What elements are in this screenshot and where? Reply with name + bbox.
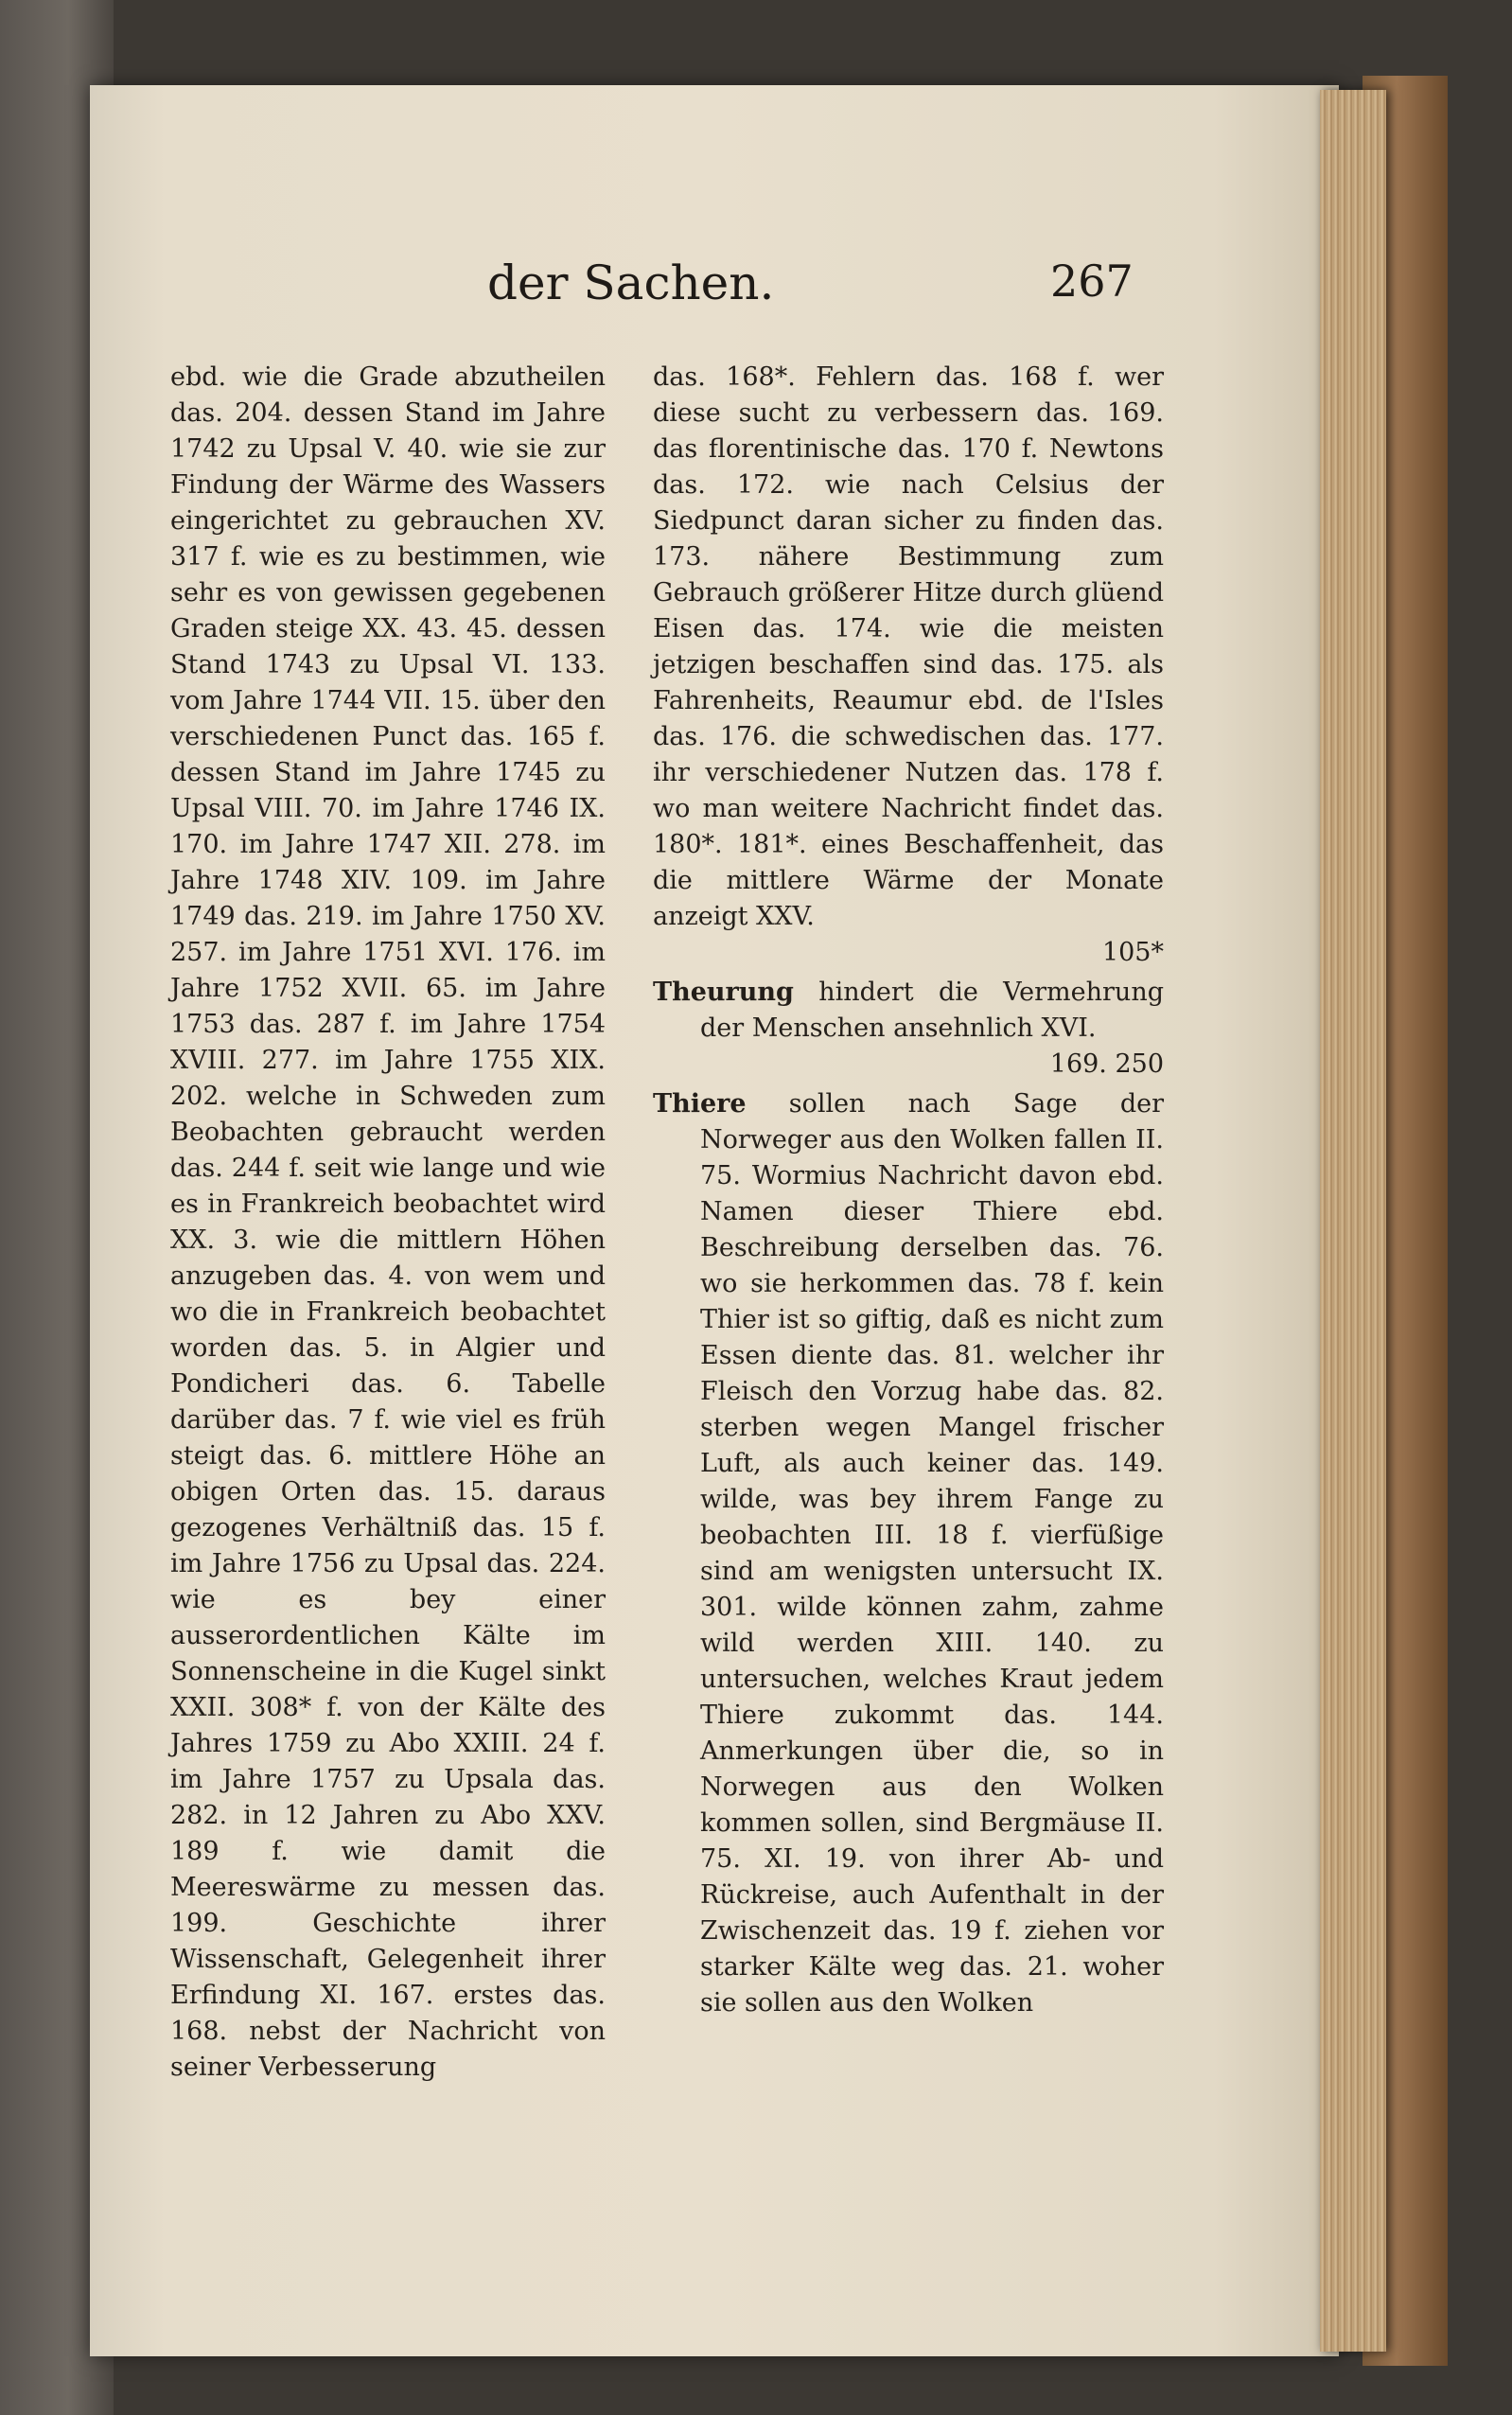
entry-headword: Thiere bbox=[653, 1089, 747, 1119]
entry-text: hindert die Vermehrung der Menschen ansehnlich XVI. bbox=[700, 978, 1164, 1043]
entry-text: das. 168*. Fehlern das. 168 f. wer diese sucht zu verbessern das. 169. das florentinische das. 170 f. Newtons das. 172. wie nach Celsius der Siedpunct daran sicher zu finden das. 173. nähere Bestimmung zum Gebrauch größerer Hitze durch glüend Eisen das. 174. wie die meisten jetzigen beschaffen sind das. 175. als Fahrenheits, Reaumur ebd. de l'Isles das. 176. die schwedischen das. 177. ihr verschiedener Nutzen das. 178 f. wo man weitere Nachricht findet das. 180*. 181*. eines Beschaffenheit, das die mittlere Wärme der Monate anzeigt XXV. bbox=[653, 362, 1164, 931]
running-head: der Sachen. bbox=[487, 256, 775, 310]
page-block-edge bbox=[1320, 90, 1386, 2352]
right-column bbox=[653, 360, 1164, 2025]
page-number: 267 bbox=[1050, 256, 1134, 307]
index-entry bbox=[653, 1086, 1164, 2021]
index-entry bbox=[653, 975, 1164, 1083]
index-entry-continuation bbox=[653, 360, 1164, 971]
entry-trail: 105* bbox=[1101, 938, 1164, 967]
page-header bbox=[90, 256, 1339, 331]
left-column bbox=[170, 360, 606, 2089]
entry-headword: Theurung bbox=[653, 978, 794, 1007]
index-entry-continuation: ebd. wie die Grade abzutheilen das. 204. dessen Stand im Jahre 1742 zu Upsal V. 40. wie sie zur Findung der Wärme des Wassers eingerichtet zu gebrauchen XV. 317 f. wie es zu bestimmen, wie sehr es von gewissen gegebenen Graden steige XX. 43. 45. dessen Stand 1743 zu Upsal VI. 133. vom Jahre 1744 VII. 15. über den verschiedenen Punct das. 165 f. dessen Stand im Jahre 1745 zu Upsal VIII. 70. im Jahre 1746 IX. 170. im Jahre 1747 XII. 278. im Jahre 1748 XIV. 109. im Jahre 1749 das. 219. im Jahre 1750 XV. 257. im Jahre 1751 XVI. 176. im Jahre 1752 XVII. 65. im Jahre 1753 das. 287 f. im Jahre 1754 XVIII. 277. im Jahre 1755 XIX. 202. welche in Schweden zum Beobachten gebraucht werden das. 244 f. seit wie lange und wie es in Frankreich beobachtet wird XX. 3. wie die mittlern Höhen anzugeben das. 4. von wem und wo die in Frankreich beobachtet worden das. 5. in Algier und Pondicheri das. 6. Tabelle darüber das. 7 f. wie viel es früh steigt das. 6. mittlere Höhe an obigen Orten das. 15. daraus gezogenes Verhältniß das. 15 f. im Jahre 1756 zu Upsal das. 224. wie es bey einer ausserordentlichen Kälte im Sonnenscheine in die Kugel sinkt XXII. 308* f. von der Kälte des Jahres 1759 zu Abo XXIII. 24 f. im Jahre 1757 zu Upsala das. 282. in 12 Jahren zu Abo XXV. 189 f. wie damit die Meereswärme zu messen das. 199. Geschichte ihrer Wissenschaft, Gelegenheit ihrer Erfindung XI. 167. erstes das. 168. nebst der Nachricht von seiner Verbesserung bbox=[170, 362, 606, 2082]
entry-trail: 169. 250 bbox=[1049, 1049, 1164, 1079]
entry-text: sollen nach Sage der Norweger aus den Wolken fallen II. 75. Wormius Nachricht davon ebd. Namen dieser Thiere ebd. Beschreibung derselben das. 76. wo sie herkommen das. 78 f. kein Thier ist so giftig, daß es nicht zum Essen diente das. 81. welcher ihr Fleisch den Vorzug habe das. 82. sterben wegen Mangel frischer Luft, als auch keiner das. 149. wilde, was bey ihrem Fange zu beobachten III. 18 f. vierfüßige sind am wenigsten untersucht IX. 301. wilde können zahm, zahme wild werden XIII. 140. zu untersuchen, welches Kraut jedem Thiere zukommt das. 144. Anmerkungen über die, so in Norwegen aus den Wolken kommen sollen, sind Bergmäuse II. 75. XI. 19. von ihrer Ab- und Rückreise, auch Aufenthalt in der Zwischenzeit das. 19 f. ziehen vor starker Kälte weg das. 21. woher sie sollen aus den Wolken bbox=[700, 1089, 1164, 2018]
